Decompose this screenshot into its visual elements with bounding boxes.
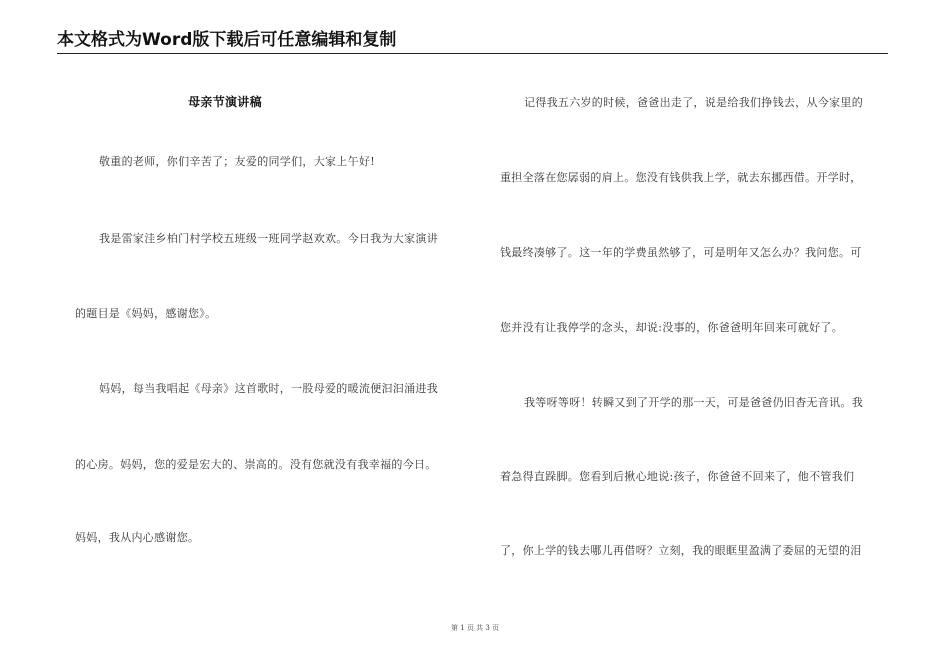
paragraph-line: 妈妈，每当我唱起《母亲》这首歌时，一股母爱的暖流便汩汩涌进我 — [99, 382, 438, 395]
paragraph-line: 了，你上学的钱去哪儿再借呀？立刻，我的眼眶里盈满了委屈的无望的泪 — [500, 544, 862, 557]
paragraph-line: 的心房。妈妈，您的爱是宏大的、崇高的。没有您就没有我幸福的今日。 — [75, 458, 437, 471]
header-divider — [57, 53, 888, 54]
page-number: 第 1 页 共 3 页 — [450, 624, 500, 632]
document-header-title: 本文格式为Word版下载后可任意编辑和复制 — [57, 30, 397, 50]
paragraph-line: 敬重的老师，你们辛苦了；友爱的同学们，大家上午好! — [99, 155, 375, 168]
paragraph-line: 记得我五六岁的时候，爸爸出走了，说是给我们挣钱去，从今家里的 — [524, 96, 863, 109]
paragraph-line: 钱最终凑够了。这一年的学费虽然够了，可是明年又怎么办？我问您。可 — [500, 246, 862, 259]
paragraph-line: 的题目是《妈妈，感谢您》。 — [75, 307, 217, 320]
paragraph-line: 着急得直跺脚。您看到后揪心地说:孩子，你爸爸不回来了，他不管我们 — [500, 470, 855, 483]
paragraph-line: 您并没有让我停学的念头，却说:没事的，你爸爸明年回来可就好了。 — [500, 321, 844, 334]
paragraph-line: 我等呀等呀！转瞬又到了开学的那一天，可是爸爸仍旧杳无音讯。我 — [524, 396, 863, 409]
paragraph-line: 妈妈，我从内心感谢您。 — [75, 531, 200, 544]
document-title: 母亲节演讲稿 — [188, 95, 262, 109]
paragraph-line: 重担全落在您孱弱的肩上。您没有钱供我上学，就去东挪西借。开学时， — [500, 171, 862, 184]
paragraph-line: 我是雷家洼乡柏门村学校五班级一班同学赵欢欢。今日我为大家演讲 — [99, 232, 438, 245]
